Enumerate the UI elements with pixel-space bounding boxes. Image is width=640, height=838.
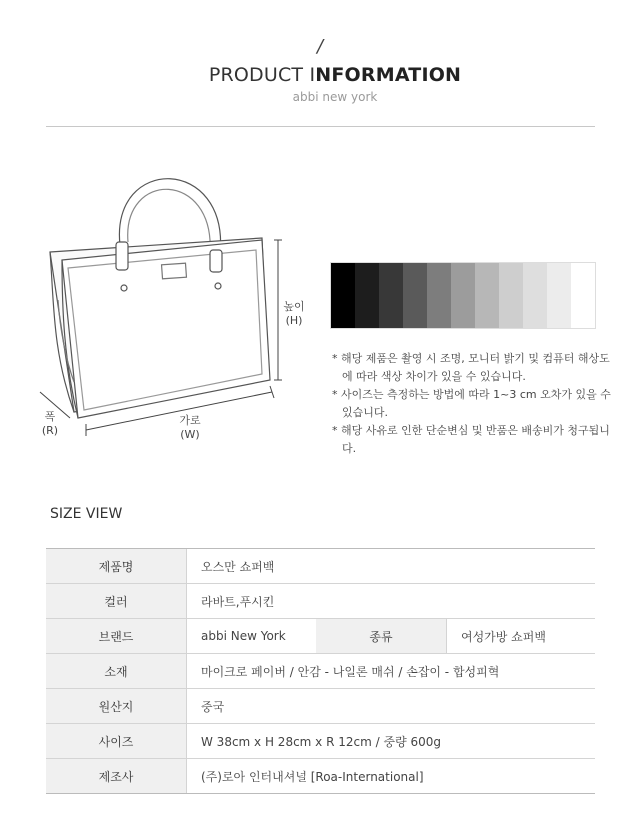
height-label: 높이 — [283, 300, 305, 313]
row-value: 오스만 쇼퍼백 — [187, 549, 596, 584]
color-swatch — [523, 263, 547, 328]
spec-table — [46, 548, 595, 794]
row-value: W 38cm x H 28cm x R 12cm / 중량 600g — [187, 724, 596, 759]
table-row — [46, 759, 595, 794]
header-slash: / — [316, 36, 324, 57]
color-swatch — [355, 263, 379, 328]
notice-item: * 해당 제품은 촬영 시 조명, 모니터 밝기 및 컴퓨터 해상도에 따라 색상 차이가 있을 수 있습니다. — [332, 352, 610, 383]
row-value: 중국 — [187, 689, 596, 724]
table-row — [46, 724, 595, 759]
row-value: (주)로아 인터내셔널 [Roa-International] — [187, 759, 596, 794]
notice-item: * 해당 사유로 인한 단순변심 및 반품은 배송비가 청구됩니다. — [332, 424, 610, 455]
table-row — [46, 654, 595, 689]
divider — [46, 126, 595, 127]
row-label: 원산지 — [46, 689, 187, 724]
row-label: 소재 — [46, 654, 187, 689]
row-label: 사이즈 — [46, 724, 187, 759]
row-value: 라바트,푸시킨 — [187, 584, 596, 619]
row-value: 마이크로 페이버 / 안감 - 나일론 매쉬 / 손잡이 - 합성피혁 — [187, 654, 596, 689]
notice-item: * 사이즈는 측정하는 방법에 따라 1~3 cm 오차가 있을 수 있습니다. — [332, 388, 611, 419]
row-label: 컬러 — [46, 584, 187, 619]
width-dimension — [170, 414, 210, 442]
height-dimension — [276, 300, 312, 328]
page-title — [0, 64, 640, 86]
notice-list — [332, 350, 612, 458]
height-code: (H) — [285, 314, 303, 327]
color-swatch — [547, 263, 571, 328]
table-row — [46, 689, 595, 724]
depth-dimension — [32, 410, 68, 438]
width-code: (W) — [180, 428, 200, 441]
color-swatch — [379, 263, 403, 328]
color-swatch — [475, 263, 499, 328]
color-swatch — [571, 263, 595, 328]
color-swatch — [499, 263, 523, 328]
depth-label: 폭 — [44, 410, 56, 423]
depth-code: (R) — [41, 424, 59, 437]
row-label: 제조사 — [46, 759, 187, 794]
row-value: abbi New York — [187, 619, 317, 654]
size-view-heading: SIZE VIEW — [50, 506, 123, 522]
table-row — [46, 584, 595, 619]
color-swatch — [451, 263, 475, 328]
row-label: 종류 — [316, 619, 447, 654]
row-label: 제품명 — [46, 549, 187, 584]
title-bold: NFORMATION — [315, 64, 462, 86]
color-swatch-strip — [330, 262, 596, 329]
color-swatch — [403, 263, 427, 328]
brand-subtitle: abbi new york — [292, 90, 378, 104]
width-label: 가로 — [179, 414, 201, 427]
title-light: PRODUCT I — [208, 64, 316, 86]
table-row — [46, 619, 595, 654]
row-value: 여성가방 쇼퍼백 — [447, 619, 596, 654]
color-swatch — [427, 263, 451, 328]
table-row — [46, 549, 595, 584]
row-label: 브랜드 — [46, 619, 187, 654]
color-swatch — [331, 263, 355, 328]
